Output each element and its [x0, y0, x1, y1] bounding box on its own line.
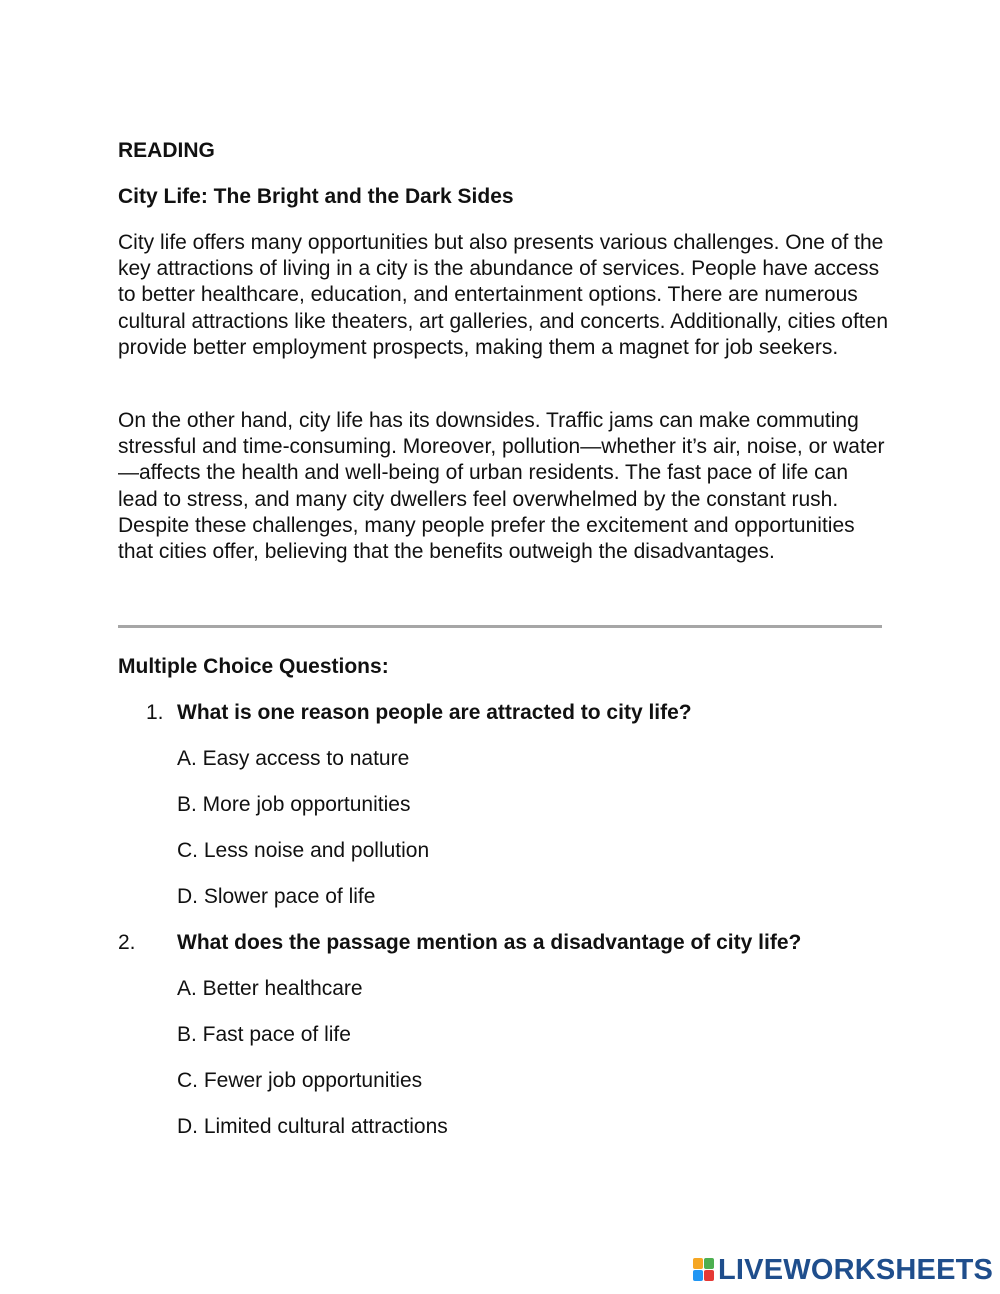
logo-block-2 — [704, 1258, 714, 1269]
question-2-number: 2. — [118, 931, 136, 954]
question-1-option-c[interactable]: C. Less noise and pollution — [177, 839, 430, 862]
logo-block-4 — [704, 1270, 714, 1281]
passage-title: City Life: The Bright and the Dark Sides — [118, 185, 514, 208]
section-label: READING — [118, 139, 215, 162]
question-1-option-d[interactable]: D. Slower pace of life — [177, 885, 376, 908]
questions-heading: Multiple Choice Questions: — [118, 655, 389, 678]
passage-paragraph-1: City life offers many opportunities but also presents various challenges. One of the key attractions of living in a city is the abundance of services. People have access to better healthcare, education, and entertainment options. There are numerous cultural attractions like theaters, art galleries, and concerts. Additionally, cities often provide better employment prospects, making them a magnet for job seekers. — [118, 231, 888, 359]
question-1-option-a[interactable]: A. Easy access to nature — [177, 747, 410, 770]
logo-block-1 — [693, 1258, 703, 1269]
liveworksheets-logo — [693, 1255, 993, 1285]
question-2-option-b[interactable]: B. Fast pace of life — [177, 1023, 351, 1046]
question-2-text: What does the passage mention as a disadvantage of city life? — [177, 931, 802, 954]
logo-block-3 — [693, 1270, 703, 1281]
question-2-option-c[interactable]: C. Fewer job opportunities — [177, 1069, 423, 1092]
section-divider — [118, 625, 882, 628]
question-2-option-a[interactable]: A. Better healthcare — [177, 977, 363, 1000]
liveworksheets-logo-icon — [693, 1258, 715, 1282]
question-1-text: What is one reason people are attracted to city life? — [177, 701, 692, 724]
passage-paragraph-2: On the other hand, city life has its downsides. Traffic jams can make commuting stressful and time-consuming. Moreover, pollution—whether it’s air, noise, or water—affects the health and well-being of urban residents. The fast pace of life can lead to stress, and many city dwellers feel overwhelmed by the constant rush. Despite these challenges, many people prefer the excitement and opportunities that cities offer, believing that the benefits outweigh the disadvantages. — [118, 409, 885, 564]
logo-text: LIVEWORKSHEETS — [718, 1254, 994, 1286]
question-2-option-d[interactable]: D. Limited cultural attractions — [177, 1115, 448, 1138]
question-1-number: 1. — [146, 701, 164, 724]
question-1-option-b[interactable]: B. More job opportunities — [177, 793, 411, 816]
